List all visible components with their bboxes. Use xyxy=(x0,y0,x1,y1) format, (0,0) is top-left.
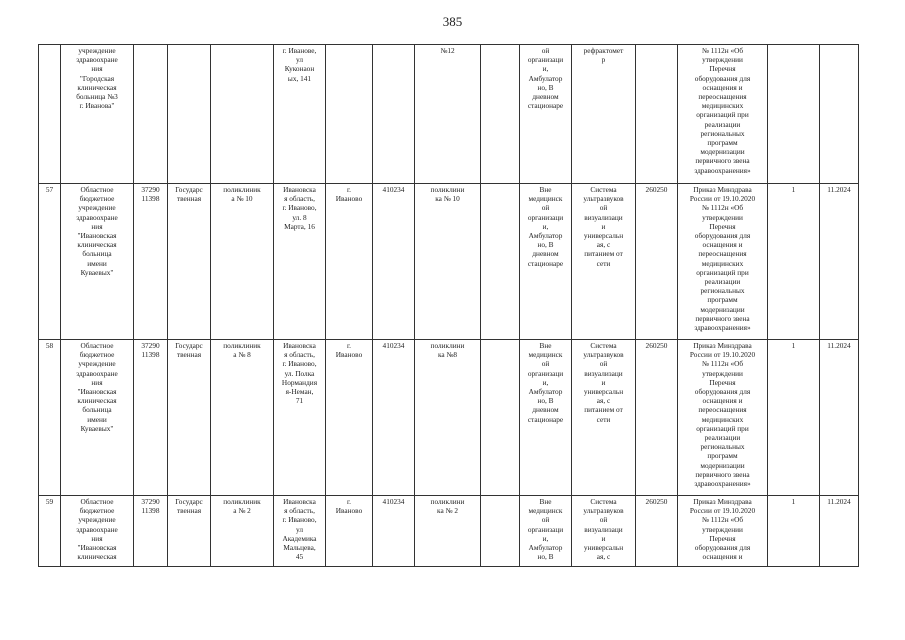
cell-conditions xyxy=(520,496,572,567)
cell-okato xyxy=(373,45,415,184)
cell-text: рефрактомет р xyxy=(583,46,624,65)
cell-text: 11.2024 xyxy=(827,185,851,194)
cell-qty xyxy=(768,340,820,496)
cell-unit xyxy=(415,340,481,496)
cell-text: Государс твенная xyxy=(175,185,203,204)
cell-city xyxy=(326,184,373,340)
cell-text: г. Иваново xyxy=(335,341,363,360)
page-number: 385 xyxy=(442,14,463,29)
cell-blank xyxy=(481,340,520,496)
cell-org xyxy=(61,496,134,567)
cell-text: Вне медицинск ой организаци и, Амбулатор но, В дневном стационаре xyxy=(527,341,564,424)
cell-form xyxy=(168,496,211,567)
cell-unit xyxy=(415,45,481,184)
cell-code xyxy=(636,496,678,567)
cell-date xyxy=(820,340,859,496)
cell-text: поликлини ка № 10 xyxy=(430,185,465,204)
cell-text: поликлини ка №8 xyxy=(430,341,465,360)
cell-text: Система ультразвуков ой визуализаци и универсальн ая, с питанием от сети xyxy=(583,185,624,268)
cell-text: 57 xyxy=(45,185,54,194)
cell-blank xyxy=(481,45,520,184)
cell-unit xyxy=(415,184,481,340)
cell-basis xyxy=(678,496,768,567)
cell-code xyxy=(636,340,678,496)
cell-date xyxy=(820,45,859,184)
cell-text: поликлини ка № 2 xyxy=(430,497,465,516)
cell-date xyxy=(820,184,859,340)
cell-form xyxy=(168,184,211,340)
table-row xyxy=(39,184,859,340)
cell-text: 59 xyxy=(45,497,54,506)
cell-text: 260250 xyxy=(645,185,668,194)
cell-division xyxy=(211,184,274,340)
cell-equipment xyxy=(572,496,636,567)
cell-text: поликлиник а № 2 xyxy=(223,497,261,516)
cell-text: 1 xyxy=(791,185,796,194)
cell-basis xyxy=(678,340,768,496)
cell-num xyxy=(39,45,61,184)
cell-address xyxy=(274,340,326,496)
cell-inn xyxy=(134,496,168,567)
cell-text: Областное бюджетное учреждение здравоохране ния "Ивановская клиническая больница имени Куваевых" xyxy=(76,341,118,433)
cell-form xyxy=(168,45,211,184)
cell-blank xyxy=(481,184,520,340)
cell-equipment xyxy=(572,45,636,184)
cell-conditions xyxy=(520,184,572,340)
cell-okato xyxy=(373,496,415,567)
cell-okato xyxy=(373,184,415,340)
cell-text: 1 xyxy=(791,497,796,506)
table-row xyxy=(39,496,859,567)
cell-text: 37290 11398 xyxy=(141,497,160,516)
cell-inn xyxy=(134,340,168,496)
cell-text: Вне медицинск ой организаци и, Амбулатор но, В дневном стационаре xyxy=(527,185,564,268)
cell-text: Ивановска я область, г. Иваново, ул. Полка Нормандия я-Неман, 71 xyxy=(281,341,318,406)
cell-address xyxy=(274,184,326,340)
cell-city xyxy=(326,496,373,567)
cell-text: Государс твенная xyxy=(175,497,203,516)
cell-text: 410234 xyxy=(382,341,405,350)
cell-text: г. Иванове, ул Куконаон ых, 141 xyxy=(282,46,317,83)
cell-text: Ивановска я область, г. Иваново, ул. 8 Марта, 16 xyxy=(282,185,317,231)
cell-address xyxy=(274,45,326,184)
cell-division xyxy=(211,340,274,496)
cell-text: поликлиник а № 10 xyxy=(223,185,261,204)
cell-num xyxy=(39,184,61,340)
cell-code xyxy=(636,45,678,184)
cell-text: 37290 11398 xyxy=(141,341,160,360)
cell-text: 37290 11398 xyxy=(141,185,160,204)
cell-text: Ивановска я область, г. Иваново, ул Академика Мальцева, 45 xyxy=(282,497,317,562)
table-row xyxy=(39,45,859,184)
cell-city xyxy=(326,340,373,496)
cell-text: Государс твенная xyxy=(175,341,203,360)
cell-text: 260250 xyxy=(645,341,668,350)
cell-okato xyxy=(373,340,415,496)
cell-text: Система ультразвуков ой визуализаци и универсальн ая, с питанием от сети xyxy=(583,341,624,424)
cell-text: 58 xyxy=(45,341,54,350)
cell-text: 410234 xyxy=(382,497,405,506)
cell-text: 1 xyxy=(791,341,796,350)
cell-text: 410234 xyxy=(382,185,405,194)
cell-text: Областное бюджетное учреждение здравоохране ния "Ивановская клиническая больница имени Куваевых" xyxy=(76,185,118,277)
cell-basis xyxy=(678,45,768,184)
cell-equipment xyxy=(572,340,636,496)
cell-qty xyxy=(768,45,820,184)
cell-text: №12 xyxy=(440,46,455,55)
cell-inn xyxy=(134,184,168,340)
cell-text: ой организаци и, Амбулатор но, В дневном стационаре xyxy=(527,46,564,111)
cell-text: учреждение здравоохране ния "Городская клиническая больница №3 г. Иванова" xyxy=(76,46,118,111)
cell-text: поликлиник а № 8 xyxy=(223,341,261,360)
cell-text: 260250 xyxy=(645,497,668,506)
cell-text: г. Иваново xyxy=(335,185,363,204)
cell-org xyxy=(61,45,134,184)
cell-equipment xyxy=(572,184,636,340)
cell-blank xyxy=(481,496,520,567)
cell-text: № 1112н «Об утверждении Перечня оборудования для оснащения и переоснащения медицинских организаций при реализации региональных программ модернизации первичного звена здравоохранения» xyxy=(694,46,751,175)
cell-num xyxy=(39,496,61,567)
cell-conditions xyxy=(520,45,572,184)
cell-division xyxy=(211,45,274,184)
cell-unit xyxy=(415,496,481,567)
cell-text: Приказ Минздрава России от 19.10.2020 № 1112н «Об утверждении Перечня оборудования для оснащения и xyxy=(689,497,756,562)
cell-text: 11.2024 xyxy=(827,341,851,350)
cell-conditions xyxy=(520,340,572,496)
cell-text: 11.2024 xyxy=(827,497,851,506)
cell-basis xyxy=(678,184,768,340)
cell-text: Областное бюджетное учреждение здравоохране ния "Ивановская клиническая xyxy=(76,497,118,562)
equipment-table xyxy=(38,44,859,567)
cell-text: Вне медицинск ой организаци и, Амбулатор но, В xyxy=(527,497,564,562)
cell-date xyxy=(820,496,859,567)
cell-city xyxy=(326,45,373,184)
cell-org xyxy=(61,184,134,340)
cell-address xyxy=(274,496,326,567)
cell-text: г. Иваново xyxy=(335,497,363,516)
cell-division xyxy=(211,496,274,567)
cell-qty xyxy=(768,184,820,340)
cell-form xyxy=(168,340,211,496)
table-row xyxy=(39,340,859,496)
cell-qty xyxy=(768,496,820,567)
cell-org xyxy=(61,340,134,496)
cell-num xyxy=(39,340,61,496)
cell-code xyxy=(636,184,678,340)
cell-text: Приказ Минздрава России от 19.10.2020 № 1112н «Об утверждении Перечня оборудования для оснащения и переоснащения медицинских организаций при реализации региональных программ модернизации первичного звена здравоохранения» xyxy=(689,341,756,489)
cell-inn xyxy=(134,45,168,184)
cell-text: Система ультразвуков ой визуализаци и универсальн ая, с xyxy=(583,497,624,562)
cell-text: Приказ Минздрава России от 19.10.2020 № 1112н «Об утверждении Перечня оборудования для оснащения и переоснащения медицинских организаций при реализации региональных программ модернизации первичного звена здравоохранения» xyxy=(689,185,756,333)
